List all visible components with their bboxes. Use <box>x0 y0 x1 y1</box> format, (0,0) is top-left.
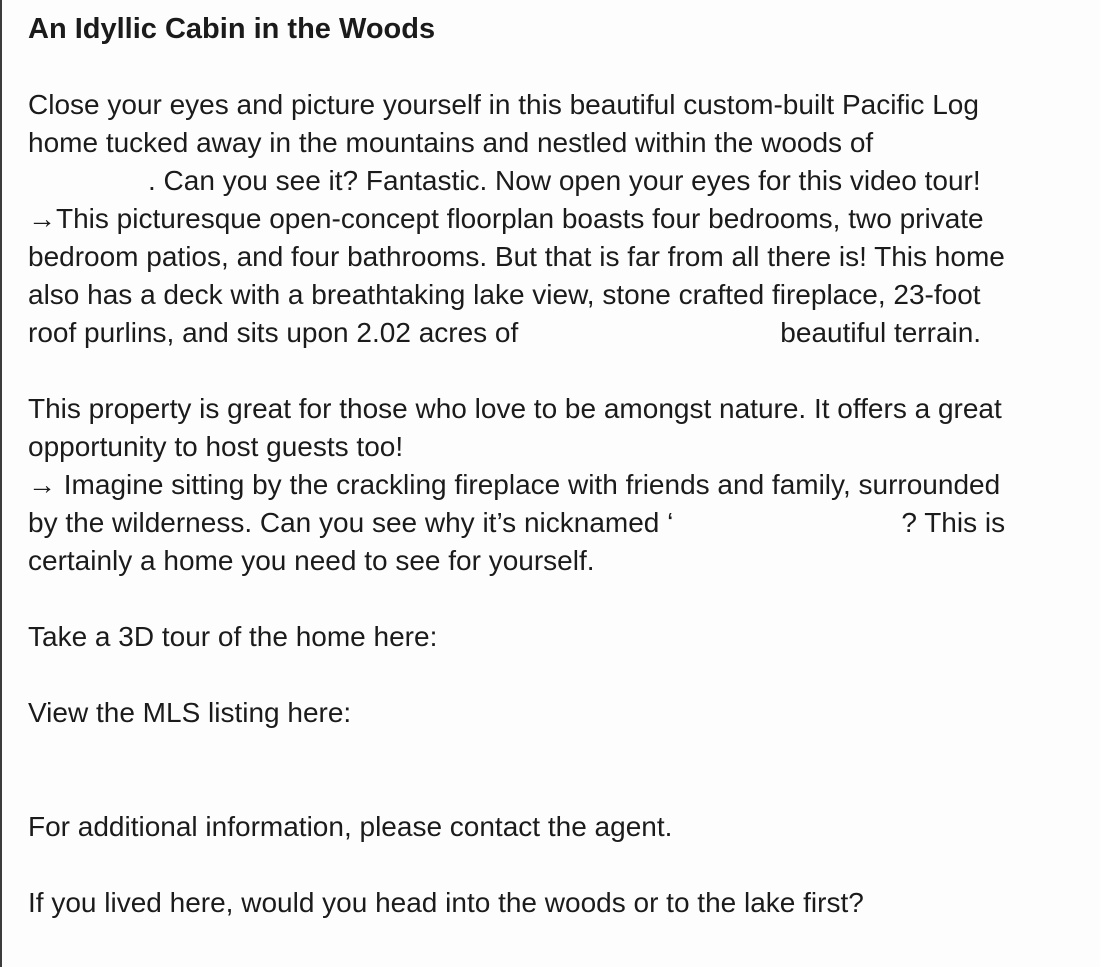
document-title: An Idyllic Cabin in the Woods <box>28 13 436 45</box>
blank-line <box>28 732 1086 770</box>
text-segment: bedroom patios, and four bathrooms. But that is far from all there is! This home <box>28 241 1005 272</box>
document-line <box>28 276 1086 314</box>
document-line <box>28 884 1086 922</box>
text-segment: home tucked away in the mountains and nestled within the woods of <box>28 127 874 158</box>
document-line <box>28 124 1086 162</box>
text-segment: View the MLS listing here: <box>28 697 352 728</box>
text-segment: by the wilderness. Can you see why it’s nicknamed ‘ <box>28 507 674 538</box>
blank-line <box>28 656 1086 694</box>
text-segment: This picturesque open-concept floorplan boasts four bedrooms, two private <box>56 203 984 234</box>
redacted-text-gap <box>518 340 780 342</box>
text-segment: For additional information, please contact the agent. <box>28 811 673 842</box>
document-line <box>28 504 1086 542</box>
text-segment: opportunity to host guests too! <box>28 431 404 462</box>
text-segment: Close your eyes and picture yourself in this beautiful custom-built Pacific Log <box>28 89 979 120</box>
arrow-right-icon: → <box>28 469 56 500</box>
text-segment: This property is great for those who love to be amongst nature. It offers a great <box>28 393 1002 424</box>
document-line <box>28 86 1086 124</box>
document-body <box>28 48 1086 922</box>
document-line <box>28 428 1086 466</box>
blank-line <box>28 48 1086 86</box>
document-line <box>28 162 1086 200</box>
text-segment: beautiful terrain. <box>780 317 982 348</box>
text-segment: also has a deck with a breathtaking lake view, stone crafted fireplace, 23-foot <box>28 279 981 310</box>
arrow-right-icon: → <box>28 203 56 234</box>
text-segment: ? This is <box>901 507 1006 538</box>
document-line <box>28 390 1086 428</box>
blank-line <box>28 846 1086 884</box>
document-line <box>28 314 1086 352</box>
document-line <box>28 238 1086 276</box>
text-segment: roof purlins, and sits upon 2.02 acres of <box>28 317 519 348</box>
redacted-text-gap <box>673 530 901 532</box>
blank-line <box>28 580 1086 618</box>
document-line <box>28 694 1086 732</box>
text-segment: If you lived here, would you head into the woods or to the lake first? <box>28 887 864 918</box>
document-line <box>28 542 1086 580</box>
document-line <box>28 618 1086 656</box>
blank-line <box>28 352 1086 390</box>
text-segment: Take a 3D tour of the home here: <box>28 621 438 652</box>
redacted-text-gap <box>28 188 148 190</box>
text-segment: certainly a home you need to see for yourself. <box>28 545 595 576</box>
document-line <box>28 466 1086 504</box>
blank-line <box>28 770 1086 808</box>
document-line <box>28 808 1086 846</box>
text-segment: . Can you see it? Fantastic. Now open your eyes for this video tour! <box>148 165 981 196</box>
document-line <box>28 200 1086 238</box>
text-segment: Imagine sitting by the crackling fireplace with friends and family, surrounded <box>56 469 1001 500</box>
